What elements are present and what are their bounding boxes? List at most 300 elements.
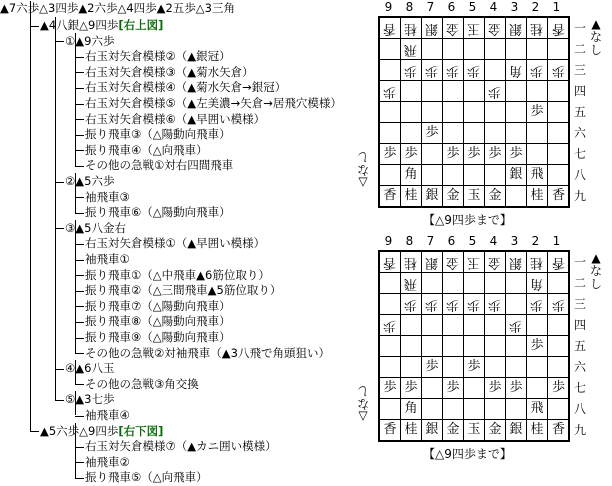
board-square [485, 294, 506, 315]
board-square [443, 123, 464, 144]
file-label: 9 [384, 234, 393, 248]
board-square [422, 186, 443, 207]
sente-piece: 歩 [383, 146, 397, 161]
board-square [380, 102, 401, 123]
sente-piece: 歩 [404, 380, 418, 395]
gote-piece: 桂 [404, 255, 418, 270]
tree-node-text: ▲5六歩△9四歩 [40, 423, 119, 438]
sente-piece: 歩 [488, 146, 502, 161]
file-label: 4 [489, 0, 498, 14]
file-label: 1 [552, 0, 561, 14]
gote-piece: 歩 [383, 84, 397, 99]
board-square [401, 186, 422, 207]
tree-node-text: 右玉対矢倉模様⑤（▲左美濃→矢倉→居飛穴模様） [85, 96, 342, 110]
sente-piece: 飛 [530, 401, 544, 416]
board-square [527, 357, 548, 378]
tree-node [40, 423, 163, 440]
tree-connector [75, 88, 84, 89]
rank-label: 四 [573, 84, 586, 98]
tree-node [85, 376, 199, 393]
file-label: 2 [531, 0, 540, 14]
board-square [464, 273, 485, 294]
board-square [380, 18, 401, 39]
board-square [422, 165, 443, 186]
sente-piece: 歩 [467, 146, 481, 161]
tree-node [65, 360, 114, 377]
tree-node [85, 407, 130, 424]
gote-piece: 飛 [404, 276, 418, 291]
tree-connector [75, 384, 84, 385]
board-square [443, 186, 464, 207]
board-square [548, 60, 569, 81]
board-square [443, 273, 464, 294]
board-square [506, 357, 527, 378]
tree-node-text: ③▲5八金右 [65, 220, 126, 235]
board-grid [378, 16, 570, 208]
sente-piece: 歩 [530, 338, 544, 353]
board-square [527, 252, 548, 273]
tree-connector [75, 338, 84, 339]
board-square [527, 165, 548, 186]
board-square [527, 315, 548, 336]
file-label: 3 [510, 0, 519, 14]
board-square [485, 357, 506, 378]
board-square [485, 399, 506, 420]
sente-piece: 銀 [509, 167, 523, 182]
gote-hand: △なし [357, 384, 370, 424]
board-square [380, 165, 401, 186]
sente-piece: 銀 [509, 422, 523, 437]
tree-node-text: 右玉対矢倉模様③（▲菊水矢倉） [85, 64, 254, 79]
board-square [548, 18, 569, 39]
board-square [443, 357, 464, 378]
board-square [422, 81, 443, 102]
board-square [401, 399, 422, 420]
board-square [548, 144, 569, 165]
tree-connector [55, 369, 64, 370]
file-label: 7 [426, 0, 435, 14]
tree-node-text: その他の急戦③角交換 [85, 376, 199, 391]
sente-piece: 桂 [530, 422, 544, 437]
tree-node-text: 袖飛車③ [85, 189, 130, 204]
tree-node [85, 95, 342, 112]
tree-node [85, 267, 270, 284]
board-square [548, 315, 569, 336]
tree-connector [75, 391, 76, 415]
gote-piece: 歩 [488, 84, 502, 99]
board-square [401, 102, 422, 123]
sente-piece: 香 [551, 188, 565, 203]
tree-connector [30, 431, 39, 432]
board-square [506, 420, 527, 441]
sente-piece: 香 [383, 188, 397, 203]
board-square [527, 420, 548, 441]
gote-piece: 銀 [425, 255, 439, 270]
board-square [464, 39, 485, 60]
board-square [485, 102, 506, 123]
tree-connector [75, 220, 76, 353]
tree-node-text: 右玉対矢倉模様①（▲早囲い模様） [85, 236, 266, 251]
sente-piece: 香 [383, 422, 397, 437]
board-square [380, 273, 401, 294]
board-square [401, 18, 422, 39]
board-square [527, 336, 548, 357]
gote-piece: 歩 [551, 63, 565, 78]
board-square [443, 399, 464, 420]
sente-piece: 飛 [530, 167, 544, 182]
board-square [506, 399, 527, 420]
board-square [506, 378, 527, 399]
board-square [380, 420, 401, 441]
board-square [464, 378, 485, 399]
gote-piece: 桂 [530, 21, 544, 36]
board-square [464, 144, 485, 165]
tree-connector [75, 423, 76, 478]
gote-hand: △なし [357, 150, 370, 190]
sente-piece: 玉 [467, 422, 481, 437]
tree-node [85, 64, 254, 81]
tree-node [85, 345, 330, 362]
tree-node-text: 右玉対矢倉模様⑥（▲早囲い模様） [85, 111, 266, 126]
sente-piece: 歩 [488, 380, 502, 395]
gote-piece: 歩 [551, 297, 565, 312]
tree-node-text: その他の急戦②対袖飛車（▲3八飛で角頭狙い） [85, 345, 330, 360]
gote-piece: 玉 [467, 21, 481, 36]
gote-piece: 歩 [404, 63, 418, 78]
board-square [548, 399, 569, 420]
board-square [485, 144, 506, 165]
board-square [527, 294, 548, 315]
board-square [506, 252, 527, 273]
rank-label: 九 [573, 189, 586, 203]
board-square [527, 273, 548, 294]
tree-node-tag: [右上図] [118, 18, 164, 32]
tree-node-text: 振り飛車④（△向飛車） [85, 142, 208, 157]
board-square [548, 102, 569, 123]
rank-label: 八 [573, 168, 586, 182]
gote-piece: 金 [446, 21, 460, 36]
tree-connector [75, 291, 84, 292]
board-grid [378, 250, 570, 442]
sente-piece: 歩 [509, 380, 523, 395]
board-square [506, 294, 527, 315]
rank-label: 六 [573, 360, 586, 374]
tree-connector [55, 228, 64, 229]
board-square [485, 60, 506, 81]
gote-piece: 歩 [404, 297, 418, 312]
tree-connector [75, 478, 84, 479]
gote-piece: 歩 [509, 318, 523, 333]
board-square [380, 60, 401, 81]
tree-node-text: 右玉対矢倉模様⑦（▲カニ囲い模様） [85, 439, 277, 454]
board-square [380, 123, 401, 144]
sente-piece: 玉 [467, 188, 481, 203]
tree-node [85, 329, 231, 346]
tree-node [85, 235, 265, 252]
board-square [506, 123, 527, 144]
tree-connector [75, 462, 84, 463]
board-square [380, 39, 401, 60]
board-square [443, 18, 464, 39]
board-square [401, 123, 422, 144]
board-square [380, 252, 401, 273]
sente-piece: 歩 [425, 125, 439, 140]
sente-piece: 歩 [383, 380, 397, 395]
tree-connector [75, 197, 84, 198]
sente-piece: 金 [446, 188, 460, 203]
board-square [527, 378, 548, 399]
sente-piece: 銀 [425, 188, 439, 203]
gote-piece: 歩 [446, 63, 460, 78]
tree-connector [75, 213, 84, 214]
file-label: 4 [489, 234, 498, 248]
tree-node [65, 173, 114, 190]
rank-label: 八 [573, 402, 586, 416]
tree-connector [75, 166, 84, 167]
tree-node-text: 袖飛車④ [85, 408, 130, 422]
tree-connector [55, 17, 56, 400]
board-square [443, 420, 464, 441]
rank-label: 二 [573, 42, 586, 56]
board-square [506, 81, 527, 102]
tree-node-text: ④▲6八玉 [65, 361, 115, 376]
board-square [548, 378, 569, 399]
gote-piece: 歩 [425, 297, 439, 312]
file-label: 1 [552, 234, 561, 248]
board-caption: 【△9四歩まで】 [423, 447, 512, 461]
tree-node-text: ①▲9六歩 [65, 33, 115, 48]
board-square [527, 144, 548, 165]
sente-piece: 角 [404, 167, 418, 182]
file-label: 7 [426, 234, 435, 248]
gote-piece: 角 [530, 276, 544, 291]
gote-piece: 香 [383, 255, 397, 270]
tree-connector [75, 322, 84, 323]
board-square [422, 273, 443, 294]
board-square [485, 165, 506, 186]
board-square [422, 60, 443, 81]
gote-piece: 金 [488, 255, 502, 270]
rank-label: 二 [573, 276, 586, 290]
tree-node [40, 17, 163, 34]
tree-connector [75, 306, 84, 307]
sente-piece: 歩 [425, 359, 439, 374]
board-square [548, 357, 569, 378]
tree-node [85, 111, 265, 128]
board-square [380, 81, 401, 102]
board-square [464, 60, 485, 81]
board-square [401, 315, 422, 336]
board-square [506, 273, 527, 294]
tree-connector [55, 41, 64, 42]
sente-piece: 金 [488, 422, 502, 437]
tree-node [85, 79, 286, 96]
board-square [422, 252, 443, 273]
gote-piece: 歩 [530, 63, 544, 78]
board-square [401, 39, 422, 60]
board-square [548, 39, 569, 60]
sente-piece: 桂 [404, 422, 418, 437]
rank-label: 一 [573, 255, 586, 269]
file-label: 3 [510, 234, 519, 248]
tree-connector [75, 57, 84, 58]
board-square [464, 315, 485, 336]
board-square [485, 123, 506, 144]
board-square [464, 123, 485, 144]
sente-piece: 銀 [425, 422, 439, 437]
tree-node-text: ②▲5六歩 [65, 174, 115, 188]
tree-node-text: 振り飛車②（△三間飛車▲5筋位取り） [85, 283, 282, 298]
sente-piece: 桂 [530, 188, 544, 203]
tree-node [85, 189, 130, 206]
board-square [422, 315, 443, 336]
board-square [443, 378, 464, 399]
board-square [506, 60, 527, 81]
sente-piece: 角 [404, 401, 418, 416]
gote-piece: 桂 [404, 21, 418, 36]
tree-node-text: 振り飛車③（△陽動向飛車） [85, 127, 231, 142]
rank-label: 七 [573, 381, 586, 395]
tree-connector [75, 135, 84, 136]
board-square [443, 102, 464, 123]
board-square [527, 18, 548, 39]
board-square [548, 81, 569, 102]
tree-node [85, 469, 208, 486]
tree-connector [75, 104, 84, 105]
board-square [401, 144, 422, 165]
sente-piece: 歩 [551, 380, 565, 395]
tree-node [85, 298, 231, 315]
rank-label: 三 [573, 297, 586, 311]
board-square [422, 18, 443, 39]
board-square [401, 294, 422, 315]
board-square [527, 60, 548, 81]
rank-label: 一 [573, 21, 586, 35]
tree-node-text: 振り飛車①（△中飛車▲6筋位取り） [85, 267, 270, 282]
board-square [422, 378, 443, 399]
board-square [464, 102, 485, 123]
board-square [506, 102, 527, 123]
board-square [443, 81, 464, 102]
tree-node [85, 48, 231, 65]
board-square [548, 273, 569, 294]
board-square [380, 294, 401, 315]
file-label: 6 [447, 234, 456, 248]
board-square [422, 336, 443, 357]
board-square [380, 336, 401, 357]
board-square [464, 420, 485, 441]
gote-piece: 歩 [446, 297, 460, 312]
board-square [506, 39, 527, 60]
board-square [422, 399, 443, 420]
board-square [548, 165, 569, 186]
board-square [485, 273, 506, 294]
tree-node [85, 454, 130, 471]
tree-connector [75, 275, 84, 276]
tree-node [85, 251, 130, 268]
tree-node-text: 振り飛車⑥（△陽動向飛車） [85, 205, 231, 220]
tree-connector [75, 447, 84, 448]
gote-piece: 玉 [467, 255, 481, 270]
board-square [485, 378, 506, 399]
gote-piece: 歩 [467, 297, 481, 312]
board-square [422, 123, 443, 144]
board-square [548, 186, 569, 207]
board-square [401, 378, 422, 399]
gote-piece: 歩 [488, 297, 502, 312]
gote-piece: 歩 [530, 297, 544, 312]
board-square [443, 336, 464, 357]
board-square [443, 165, 464, 186]
tree-connector [75, 173, 76, 213]
tree-node-text: 袖飛車① [85, 252, 130, 266]
board-square [443, 294, 464, 315]
tree-node-text: 振り飛車⑧（△陽動向飛車） [85, 314, 231, 329]
sente-piece: 歩 [467, 359, 481, 374]
gote-piece: 金 [488, 21, 502, 36]
sente-piece: 金 [446, 422, 460, 437]
sente-piece: 香 [551, 422, 565, 437]
tree-connector [75, 33, 76, 166]
board-square [485, 315, 506, 336]
board-caption: 【△9四歩まで】 [423, 213, 512, 227]
gote-piece: 銀 [509, 21, 523, 36]
header-moves: ▲7六歩△3四歩▲2六歩△4四歩▲2五歩△3三角 [0, 1, 235, 15]
gote-piece: 歩 [467, 63, 481, 78]
tree-node-text: その他の急戦①対右四間飛車 [85, 158, 234, 173]
board-square [527, 399, 548, 420]
sente-piece: 歩 [404, 146, 418, 161]
sente-piece: 歩 [446, 380, 460, 395]
gote-piece: 金 [446, 255, 460, 270]
board-square [422, 357, 443, 378]
board-square [380, 378, 401, 399]
tree-node [85, 204, 231, 221]
board-square [485, 81, 506, 102]
gote-piece: 銀 [509, 255, 523, 270]
board-square [527, 186, 548, 207]
gote-piece: 銀 [425, 21, 439, 36]
gote-piece: 角 [509, 63, 523, 78]
board-square [464, 81, 485, 102]
tree-node-text: 振り飛車⑦（△陽動向飛車） [85, 298, 231, 313]
file-label: 9 [384, 0, 393, 14]
board-square [464, 357, 485, 378]
board-square [464, 399, 485, 420]
board-square [380, 186, 401, 207]
tree-node-text: 袖飛車② [85, 454, 130, 469]
board-square [443, 144, 464, 165]
board-square [443, 315, 464, 336]
tree-node-text: 振り飛車⑨（△陽動向飛車） [85, 330, 231, 344]
tree-connector [30, 1, 31, 431]
rank-label: 六 [573, 126, 586, 140]
gote-piece: 歩 [383, 318, 397, 333]
rank-label: 三 [573, 63, 586, 77]
file-label: 8 [405, 234, 414, 248]
board-square [506, 186, 527, 207]
tree-connector [75, 353, 84, 354]
board-square [485, 420, 506, 441]
board-square [506, 144, 527, 165]
board-square [443, 60, 464, 81]
tree-connector [75, 244, 84, 245]
tree-node-text: 振り飛車⑤（△向飛車） [85, 470, 208, 485]
board-square [527, 81, 548, 102]
board-square [464, 186, 485, 207]
sente-piece: 歩 [446, 146, 460, 161]
tree-connector [30, 26, 39, 27]
